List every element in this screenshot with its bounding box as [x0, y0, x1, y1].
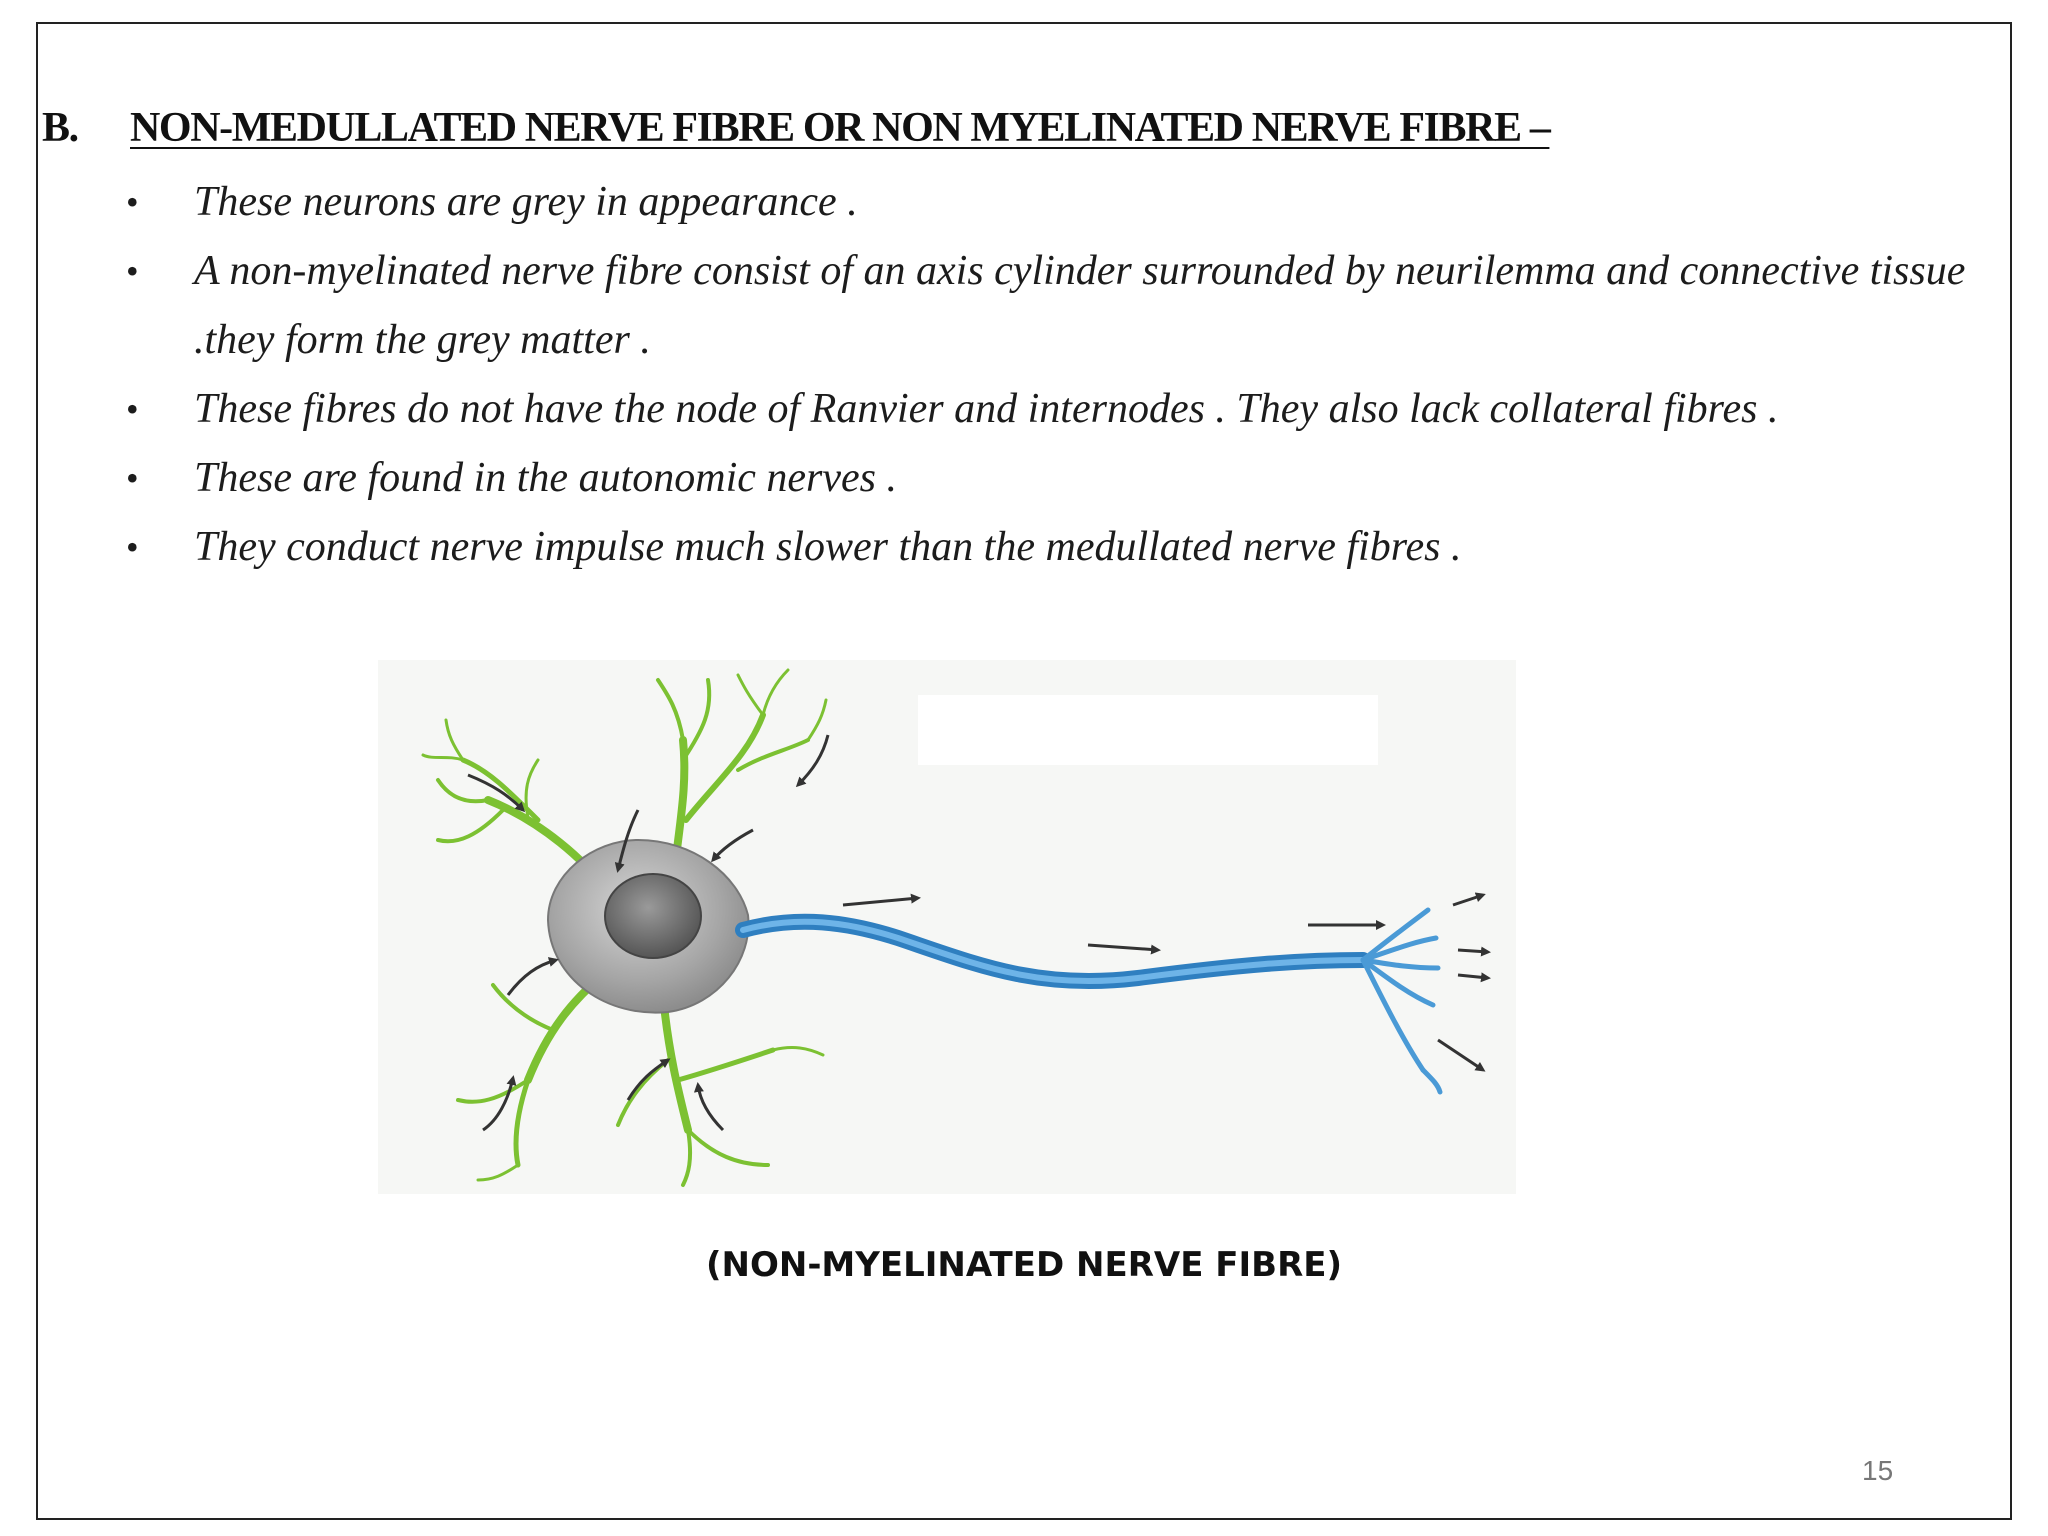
- bullet-list: [126, 168, 1976, 582]
- bullet-icon: •: [126, 251, 139, 291]
- bullet-item: [126, 237, 1976, 375]
- bullet-item: [126, 444, 1976, 513]
- bullet-text: These are found in the autonomic nerves .: [194, 455, 897, 501]
- bullet-icon: •: [126, 182, 139, 222]
- neuron-illustration-icon: [378, 660, 1516, 1194]
- bullet-item: [126, 168, 1976, 237]
- bullet-item: [126, 375, 1976, 444]
- bullet-icon: •: [126, 389, 139, 429]
- bullet-text: These neurons are grey in appearance .: [194, 179, 858, 225]
- figure-caption: (NON-MYELINATED NERVE FIBRE): [705, 1245, 1343, 1285]
- section-marker: B.: [42, 105, 78, 151]
- bullet-text: They conduct nerve impulse much slower than the medullated nerve fibres .: [194, 524, 1462, 570]
- page-number: 15: [1862, 1455, 1894, 1486]
- bullet-item: [126, 513, 1976, 582]
- bullet-text: A non-myelinated nerve fibre consist of an axis cylinder surrounded by neurilemma and connective tissue .they form the grey matter .: [194, 248, 1966, 363]
- bullet-text: These fibres do not have the node of Ranvier and internodes . They also lack collateral fibres .: [194, 386, 1779, 432]
- nucleus: [605, 874, 701, 958]
- section-heading: [42, 104, 1549, 152]
- bullet-icon: •: [126, 527, 139, 567]
- bullet-icon: •: [126, 458, 139, 498]
- section-title: NON-MEDULLATED NERVE FIBRE OR NON MYELINATED NERVE FIBRE –: [130, 105, 1550, 151]
- figure-blank-label-area: [918, 695, 1378, 765]
